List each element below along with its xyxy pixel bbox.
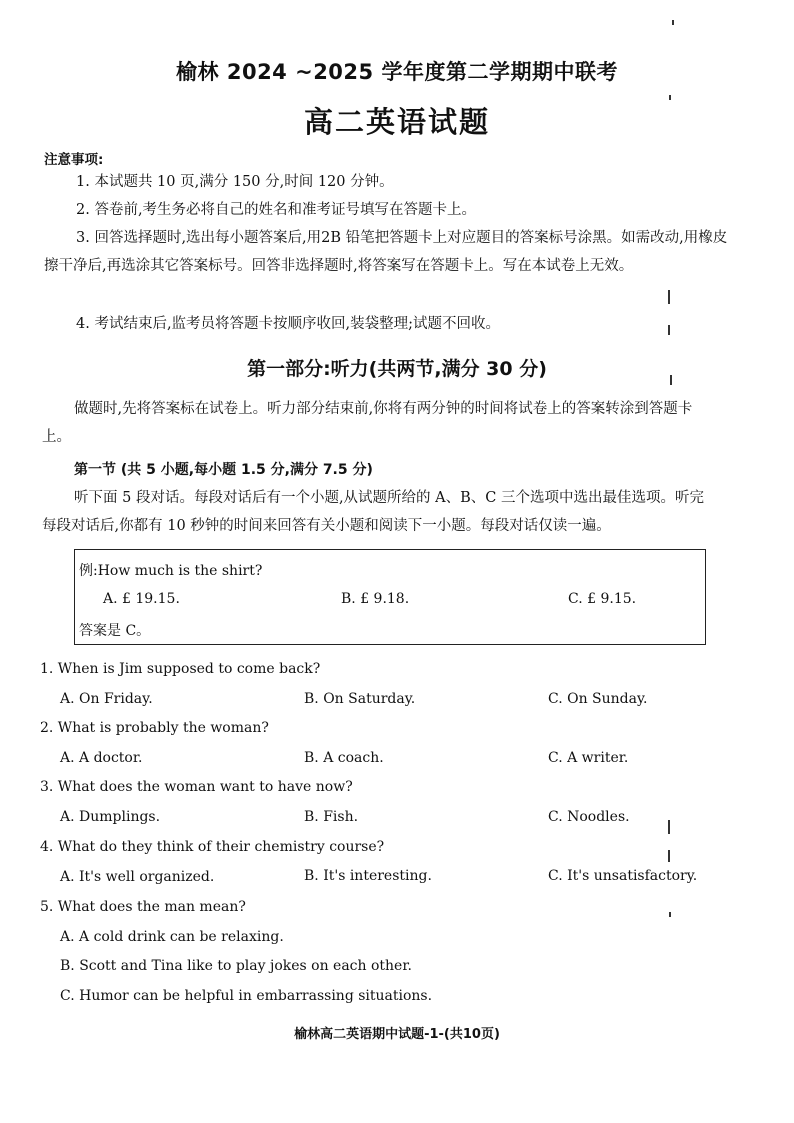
question-5-option-b: B. Scott and Tina like to play jokes on each other. — [60, 958, 412, 974]
question-5-option-a: A. A cold drink can be relaxing. — [60, 929, 284, 945]
scan-mark — [669, 912, 671, 917]
example-answer: 答案是 C。 — [79, 623, 151, 639]
scan-mark — [668, 290, 670, 304]
question-4-stem: 4. What do they think of their chemistry course? — [40, 839, 385, 855]
question-5-stem: 5. What does the man mean? — [40, 899, 246, 915]
scan-mark — [669, 95, 671, 100]
part1-intro: 做题时,先将答案标在试卷上。听力部分结束前,你将有两分钟的时间将试卷上的答案转涂到答题卡上。 — [42, 401, 693, 445]
exam-series-title: 榆林 2024 ~2025 学年度第二学期期中联考 — [176, 60, 618, 84]
question-1-stem: 1. When is Jim supposed to come back? — [40, 661, 321, 677]
note-item-2: 2. 答卷前,考生务必将自己的姓名和准考证号填写在答题卡上。 — [76, 202, 477, 218]
part1-title: 第一部分:听力(共两节,满分 30 分) — [247, 358, 547, 380]
question-2-option-b: B. A coach. — [304, 750, 384, 766]
example-option-b: B. £ 9.18. — [341, 591, 410, 607]
scan-mark — [668, 850, 670, 862]
question-4-option-c: C. It's unsatisfactory. — [548, 868, 698, 884]
question-2-option-c: C. A writer. — [548, 750, 629, 766]
note-item-3: 3. 回答选择题时,选出每小题答案后,用2B 铅笔把答题卡上对应题目的答案标号涂黑。如需改动,用橡皮擦干净后,再选涂其它答案标号。回答非选择题时,将答案写在答题卡上。写在本试卷上无效。 — [44, 230, 728, 274]
notes-heading: 注意事项: — [44, 152, 104, 168]
scan-mark — [670, 375, 672, 385]
note-item-4: 4. 考试结束后,监考员将答题卡按顺序收回,装袋整理;试题不回收。 — [76, 316, 501, 332]
scan-mark — [672, 20, 674, 25]
scan-mark — [668, 820, 670, 834]
exam-subject-title: 高二英语试题 — [303, 105, 490, 139]
example-option-a: A. £ 19.15. — [103, 591, 180, 607]
section1-title: 第一节 (共 5 小题,每小题 1.5 分,满分 7.5 分) — [74, 462, 373, 478]
scan-mark — [668, 325, 670, 335]
question-2-stem: 2. What is probably the woman? — [40, 720, 269, 736]
note-item-1: 1. 本试题共 10 页,满分 150 分,时间 120 分钟。 — [76, 174, 394, 190]
example-question: 例:How much is the shirt? — [79, 563, 263, 579]
question-4-option-a: A. It's well organized. — [60, 869, 215, 885]
example-box — [74, 549, 706, 645]
question-3-option-a: A. Dumplings. — [60, 809, 161, 825]
question-3-option-b: B. Fish. — [304, 809, 359, 825]
section1-instructions: 听下面 5 段对话。每段对话后有一个小题,从试题所给的 A、B、C 三个选项中选出最佳选项。听完每段对话后,你都有 10 秒钟的时间来回答有关小题和阅读下一小题。每段对话仅读一遍。 — [42, 490, 704, 534]
question-1-option-b: B. On Saturday. — [304, 691, 416, 707]
example-option-c: C. £ 9.15. — [568, 591, 637, 607]
question-4-option-b: B. It's interesting. — [304, 868, 432, 884]
question-2-option-a: A. A doctor. — [60, 750, 143, 766]
question-5-option-c: C. Humor can be helpful in embarrassing situations. — [60, 988, 433, 1004]
question-1-option-c: C. On Sunday. — [548, 691, 648, 707]
page-footer: 榆林高二英语期中试题-1-(共10页) — [294, 1027, 500, 1042]
question-1-option-a: A. On Friday. — [60, 691, 153, 707]
question-3-stem: 3. What does the woman want to have now? — [40, 779, 353, 795]
question-3-option-c: C. Noodles. — [548, 809, 630, 825]
